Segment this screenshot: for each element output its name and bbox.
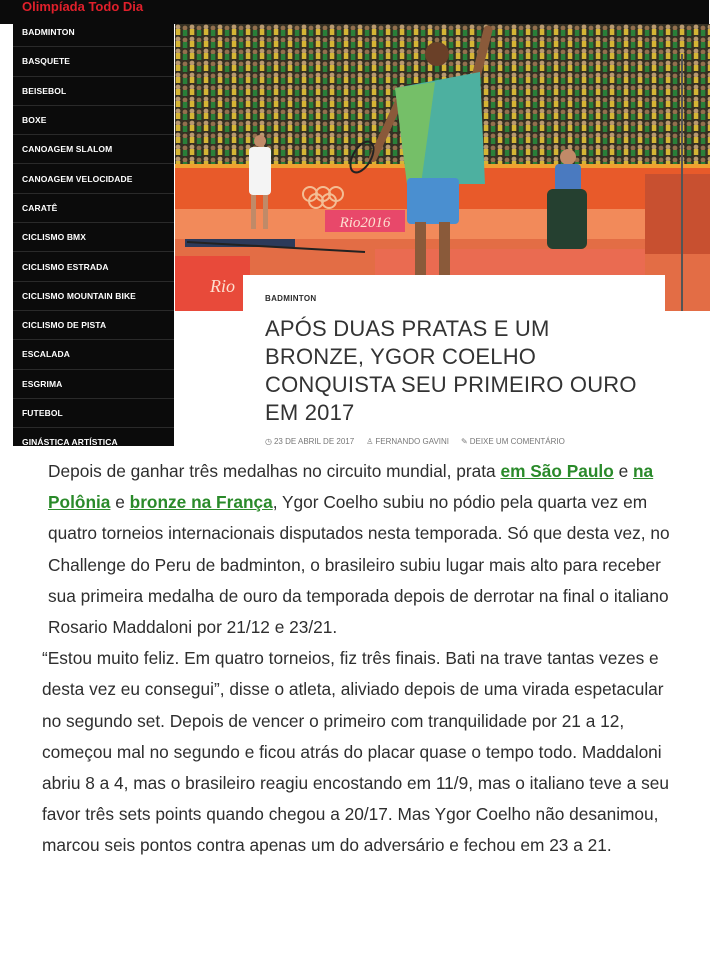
polonia-link[interactable]: na Polônia (48, 461, 654, 513)
sidebar-item-futebol[interactable]: FUTEBOL (13, 399, 174, 428)
rio-board-text: Rio (210, 276, 235, 296)
sidebar-item-ciclismo-de-pista[interactable]: CICLISMO DE PISTA (13, 311, 174, 340)
article-body (42, 456, 672, 862)
paragraph-text: e (110, 492, 130, 513)
badminton-player-photo (175, 24, 710, 311)
article-date: 23 DE ABRIL DE 2017 (273, 437, 355, 446)
sidebar-item-beisebol[interactable]: BEISEBOL (13, 77, 174, 106)
rio-banner-text: Rio2016 (339, 215, 391, 231)
hero-photo (175, 24, 710, 311)
article-date-item[interactable] (265, 437, 354, 446)
clock-icon: ◷ (265, 437, 272, 446)
article-author: FERNANDO GAVINI (375, 437, 449, 446)
user-icon: ♙ (366, 437, 374, 446)
sao-paulo-link[interactable]: em São Paulo (500, 461, 614, 481)
paragraph-text: Depois de ganhar três medalhas no circuito mundial, prata (48, 461, 501, 481)
paragraph-text: e (613, 461, 633, 481)
franca-link[interactable]: bronze na França (129, 492, 273, 513)
site-title[interactable]: Olimpíada Todo Dia (22, 0, 144, 14)
comment-link-label: DEIXE UM COMENTÁRIO (469, 437, 565, 446)
article-headline[interactable]: APÓS DUAS PRATAS E UM BRONZE, YGOR COELHO CONQUISTA SEU PRIMEIRO OURO EM 2017 (265, 316, 637, 425)
article-author-item[interactable] (366, 437, 449, 446)
article-header-card (243, 275, 665, 455)
sidebar-item-carat-[interactable]: CARATÊ (13, 194, 174, 223)
sidebar-item-canoagem-slalom[interactable]: CANOAGEM SLALOM (13, 135, 174, 164)
article-paragraph-2: “Estou muito feliz. Em quatro torneios, fiz três finais. Bati na trave tantas vezes e desta vez eu consegui”, disse o atleta, aliviado depois de uma virada espetacular no segundo set. Depois de vencer o primeiro com tranquilidade por 21 a 12, começou mal no segundo e ficou atrás do placar quase o tempo todo. Maddaloni abriu 8 a 4, mas o brasileiro reagiu encostando em 11/9, mas o italiano teve a seu favor três sets points quando chegou a 20/17. Mas Ygor Coelho não desanimou, marcou seis pontos contra apenas um do adversário e fechou em 23 a 21. (42, 648, 669, 856)
sidebar-item-boxe[interactable]: BOXE (13, 106, 174, 135)
sidebar-item-esgrima[interactable]: ESGRIMA (13, 370, 174, 399)
sidebar-item-ciclismo-bmx[interactable]: CICLISMO BMX (13, 223, 174, 252)
article-meta (265, 437, 565, 446)
sidebar-item-ciclismo-estrada[interactable]: CICLISMO ESTRADA (13, 252, 174, 281)
paragraph-text: , Ygor Coelho subiu no pódio pela quarta vez em quatro torneios internacionais disputados nesta temporada. Só que desta vez, no Challenge do Peru de badminton, o brasileiro subiu lugar mais alto para receber sua primeira medalha de ouro da temporada depois de derrotar na final o italiano Rosario Maddaloni por 21/12 e 23/21. (48, 492, 670, 638)
article-paragraph-1 (42, 456, 672, 643)
comment-link[interactable] (461, 437, 565, 446)
sidebar-item-gin-stica-art-stica[interactable]: GINÁSTICA ARTÍSTICA (13, 428, 174, 446)
sidebar-item-badminton[interactable]: BADMINTON (13, 18, 174, 47)
article-category[interactable]: BADMINTON (265, 294, 317, 303)
sidebar-item-ciclismo-mountain-bike[interactable]: CICLISMO MOUNTAIN BIKE (13, 282, 174, 311)
sidebar-item-canoagem-velocidade[interactable]: CANOAGEM VELOCIDADE (13, 164, 174, 193)
comment-icon: ✎ (461, 437, 468, 446)
sidebar-item-basquete[interactable]: BASQUETE (13, 47, 174, 76)
sidebar-item-escalada[interactable]: ESCALADA (13, 340, 174, 369)
sports-sidebar-menu (13, 18, 174, 446)
